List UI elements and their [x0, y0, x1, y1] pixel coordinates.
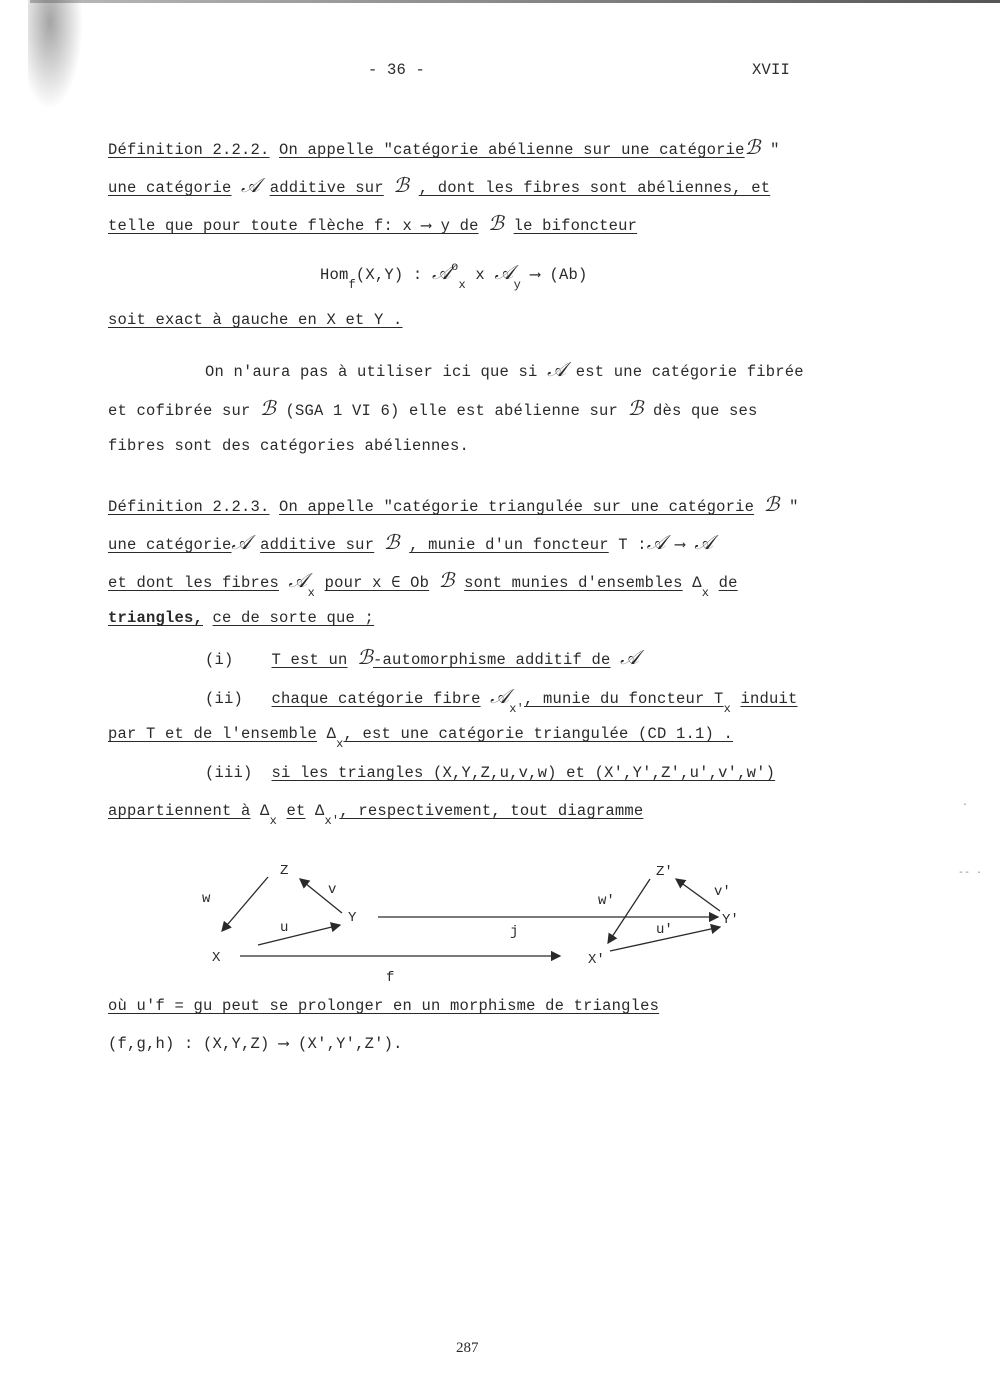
- label-f: f: [386, 970, 395, 985]
- subscript: x': [324, 814, 340, 828]
- text-fragment: , respectivement, tout diagramme: [339, 802, 644, 820]
- paragraph-line-3: fibres sont des catégories abéliennes.: [108, 437, 470, 455]
- label-v: v: [328, 882, 337, 898]
- delta-symbol: Δ: [326, 725, 337, 743]
- label-w-prime: w': [598, 893, 615, 909]
- base-category-symbol: ℬ: [357, 645, 373, 669]
- paragraph-line-2: [108, 398, 758, 421]
- text-fragment: et dont les fibres: [108, 574, 280, 592]
- text-fragment: , munie du foncteur T: [524, 690, 724, 708]
- definition-label: Définition 2.2.2.: [108, 141, 270, 159]
- text-fragment: où u'f = gu peut se prolonger en un morphisme de triangles: [108, 997, 660, 1015]
- definition-2-2-2-line-4: soit exact à gauche en X et Y .: [108, 311, 403, 329]
- triangle-morphism-diagram: [190, 855, 770, 985]
- text-fragment: appartiennent à: [108, 802, 251, 820]
- subscript: x': [509, 702, 525, 716]
- text-fragment: chaque catégorie fibre: [271, 690, 481, 708]
- node-X-prime: X': [588, 952, 605, 968]
- node-Z: Z: [280, 863, 289, 879]
- node-X: X: [212, 950, 221, 966]
- text-fragment: , est une catégorie triangulée (CD 1.1) .: [343, 725, 734, 743]
- conclusion-line-2: (f,g,h) : (X,Y,Z) ⟶ (X',Y',Z').: [108, 1035, 403, 1053]
- page-number: - 36 -: [368, 61, 426, 79]
- text-fragment: induit: [740, 690, 798, 708]
- definition-2-2-3-line-3: [108, 568, 738, 600]
- text-fragment: telle que pour toute flèche f: x ⟶ y de: [108, 217, 479, 235]
- text-fragment: T est un: [271, 651, 348, 669]
- text-fragment: (SGA 1 VI 6) elle est abélienne sur: [285, 402, 619, 420]
- arrow-u: [258, 925, 340, 945]
- definition-2-2-3-line-4: [108, 608, 374, 628]
- base-category-symbol: ℬ: [488, 211, 505, 235]
- delta-symbol: Δ: [315, 802, 325, 820]
- definition-2-2-2-line-1: [108, 137, 780, 160]
- label-u: u: [280, 920, 289, 936]
- definition-2-2-3-line-1: [108, 494, 799, 517]
- text-fragment: On appelle "catégorie triangulée sur une catégorie: [279, 498, 755, 516]
- category-symbol: 𝒜: [620, 645, 640, 669]
- text-fragment: , dont les fibres sont abéliennes, et: [418, 179, 771, 197]
- folio-number: 287: [456, 1340, 479, 1356]
- subscript: x: [269, 814, 277, 828]
- formula-text: Hom: [320, 266, 349, 284]
- definition-label: Définition 2.2.3.: [108, 498, 270, 516]
- base-category-symbol: ℬ: [260, 396, 276, 420]
- text-fragment: de: [718, 574, 738, 592]
- text-fragment: sont munies d'ensembles: [464, 574, 683, 592]
- margin-mark: -- ·: [958, 868, 983, 879]
- category-symbol: 𝒜: [288, 568, 308, 592]
- text-fragment: additive sur: [269, 179, 384, 197]
- base-category-symbol: ℬ: [383, 530, 400, 554]
- subscript: x: [701, 586, 710, 600]
- formula-text: (X,Y) :: [355, 266, 423, 284]
- label-w: w: [202, 891, 211, 907]
- margin-mark: ·: [962, 800, 969, 811]
- text-fragment: par T et de l'ensemble: [108, 725, 318, 743]
- text-fragment: et cofibrée sur: [108, 402, 251, 420]
- base-category-symbol: ℬ: [744, 135, 761, 159]
- formula-text: x: [475, 266, 485, 284]
- text-fragment: T :: [618, 536, 647, 554]
- definition-text: On appelle "catégorie abélienne sur une catégorie: [279, 141, 745, 159]
- delta-symbol: Δ: [692, 574, 702, 592]
- definition-2-2-3-line-2: une catégorie𝒜 additive sur ℬ , munie d'un foncteur T :𝒜 ⟶ 𝒜: [108, 530, 714, 554]
- formula-subscript: f: [348, 278, 356, 292]
- category-symbol: 𝒜: [490, 684, 510, 708]
- label-v-prime: v': [714, 884, 731, 900]
- condition-iii: [205, 763, 775, 783]
- text-fragment: pour x ∈ Ob: [324, 574, 430, 592]
- arrow-w-prime: [608, 879, 650, 943]
- text-fragment: , munie d'un foncteur: [409, 536, 609, 554]
- paragraph-line-1: [205, 359, 804, 382]
- text-fragment: est une catégorie fibrée: [575, 363, 804, 381]
- condition-ii-line-2: [108, 724, 734, 751]
- node-Z-prime: Z': [656, 864, 673, 880]
- node-Y-prime: Y': [722, 912, 739, 928]
- subscript: x: [723, 702, 731, 716]
- closing-quote: ": [789, 498, 799, 516]
- base-category-symbol: ℬ: [393, 173, 410, 197]
- category-symbol: 𝒜: [694, 530, 714, 554]
- conclusion-line-1: [108, 996, 659, 1016]
- text-fragment: dès que ses: [653, 402, 758, 420]
- text-fragment: une catégorie: [108, 536, 232, 554]
- scan-edge: [30, 0, 1000, 3]
- scan-smudge: [28, 0, 83, 110]
- text-fragment: On n'aura pas à utiliser ici que si: [205, 363, 538, 381]
- delta-symbol: Δ: [260, 802, 270, 820]
- condition-i: [205, 647, 639, 670]
- closing-quote: ": [770, 141, 780, 159]
- text-fragment: additive sur: [260, 536, 375, 554]
- node-Y: Y: [348, 910, 357, 926]
- subscript: x: [307, 586, 316, 600]
- bifunctor-formula: [320, 260, 588, 292]
- text-fragment: si les triangles (X,Y,Z,u,v,w) et (X',Y',Z',u',v',w'): [271, 764, 776, 782]
- formula-subscript: x: [458, 278, 466, 292]
- category-symbol: 𝒜: [547, 357, 567, 381]
- formula-superscript: o: [451, 260, 459, 274]
- base-category-symbol: ℬ: [627, 396, 644, 420]
- arrow-w: [222, 877, 268, 931]
- item-number: (iii): [205, 764, 253, 782]
- category-symbol: 𝒜: [494, 260, 514, 284]
- item-number: (ii): [205, 690, 244, 708]
- formula-text: ⟶ (Ab): [530, 266, 588, 284]
- base-category-symbol: ℬ: [438, 568, 455, 592]
- definition-2-2-2-line-2: [108, 175, 770, 198]
- category-symbol: 𝒜: [231, 530, 251, 554]
- text-fragment: triangles,: [108, 609, 204, 627]
- base-category-symbol: ℬ: [763, 492, 780, 516]
- category-symbol: 𝒜: [431, 260, 452, 284]
- text-fragment: ce de sorte que ;: [212, 609, 375, 627]
- formula-subscript: y: [513, 278, 521, 292]
- text-fragment: une catégorie: [108, 179, 232, 197]
- item-number: (i): [205, 651, 234, 669]
- text-fragment: le bifoncteur: [513, 217, 638, 235]
- text-fragment: et: [286, 802, 306, 820]
- section-number: XVII: [752, 61, 791, 79]
- definition-2-2-2-line-3: [108, 213, 637, 236]
- label-u-prime: u': [656, 922, 673, 938]
- condition-ii: [205, 684, 798, 716]
- label-j: j: [510, 924, 519, 940]
- text-fragment: -automorphisme additif de: [373, 651, 611, 669]
- category-symbol: 𝒜: [241, 173, 261, 197]
- subscript: x: [336, 737, 344, 751]
- category-symbol: 𝒜: [646, 530, 666, 554]
- condition-iii-line-2: [108, 801, 644, 828]
